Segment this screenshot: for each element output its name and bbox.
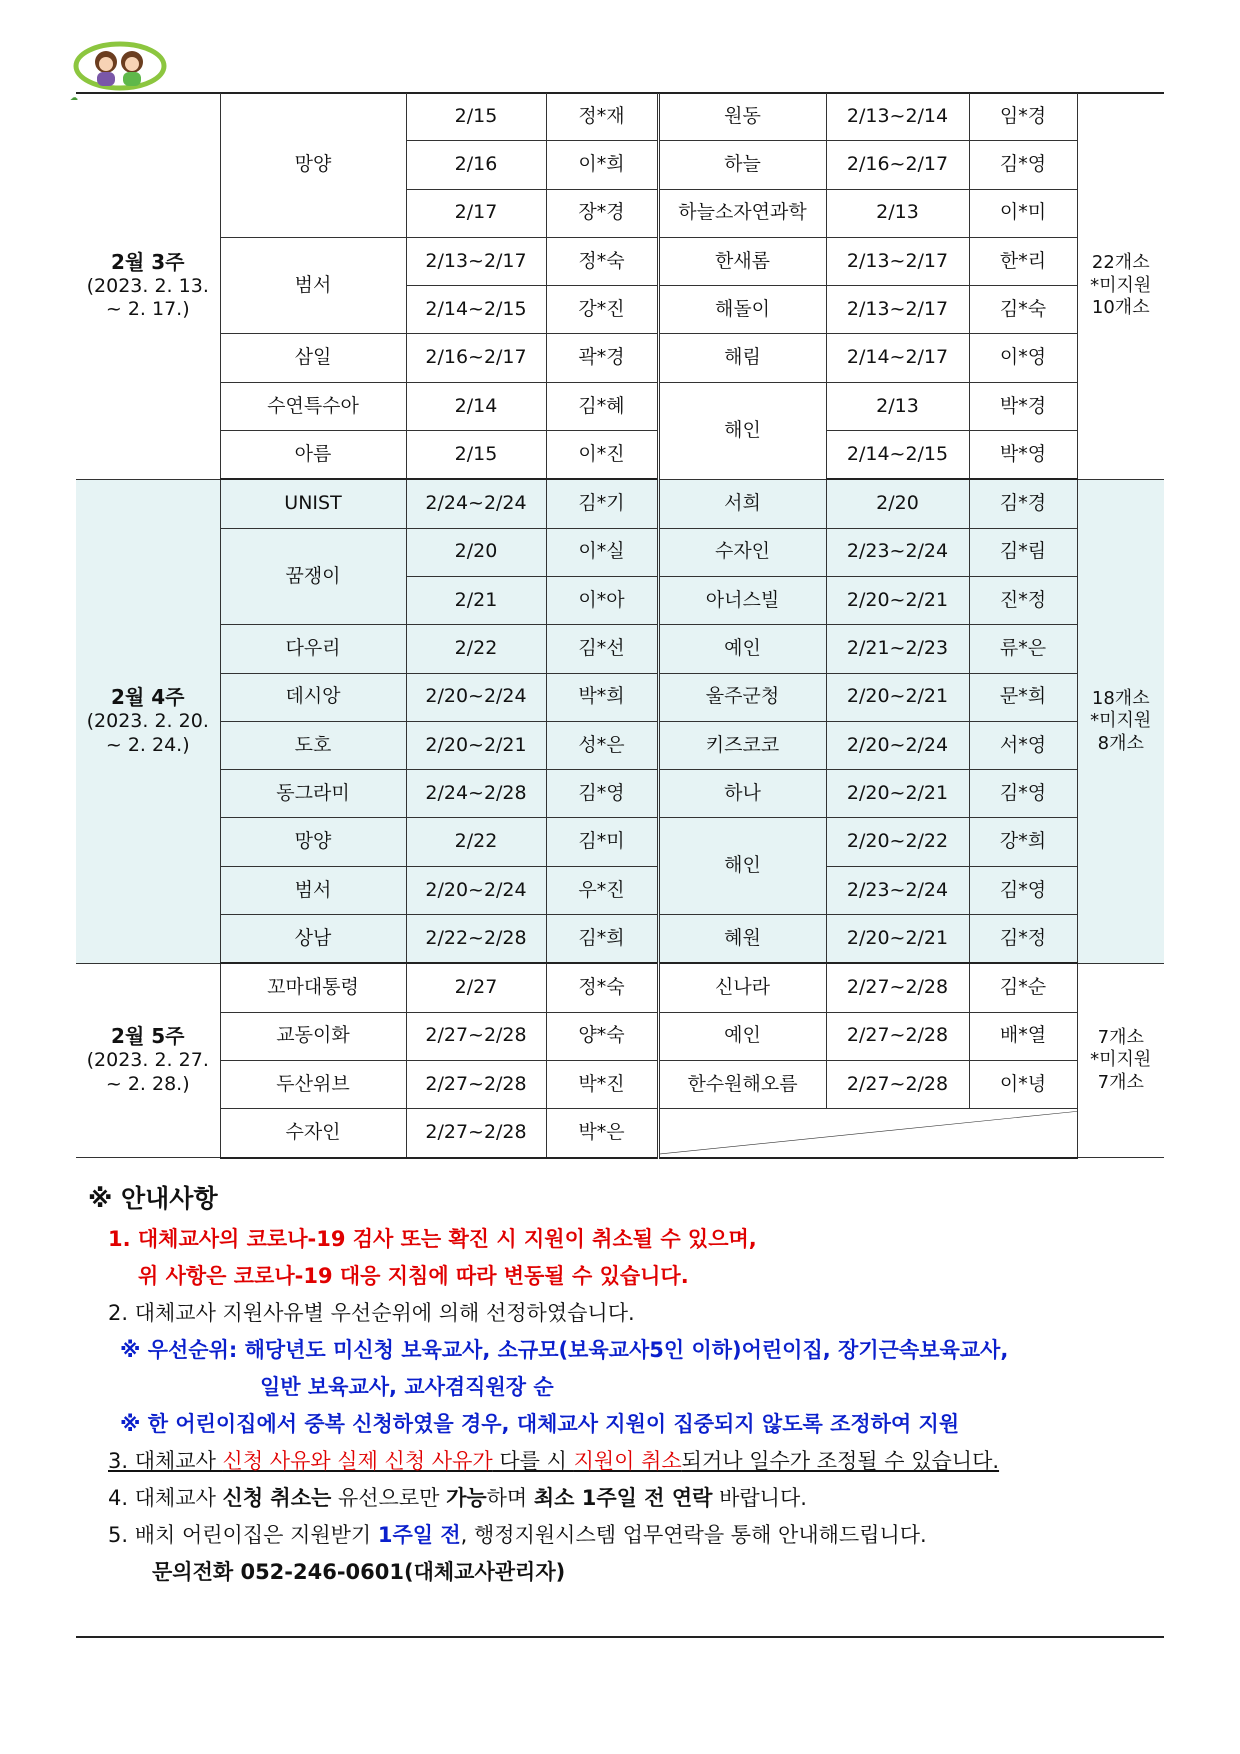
center-name: 범서 bbox=[220, 237, 406, 334]
teacher-name: 장*경 bbox=[546, 189, 658, 237]
support-date: 2/16~2/17 bbox=[406, 334, 546, 382]
bottom-rule bbox=[76, 1636, 1164, 1638]
teacher-name: 김*선 bbox=[546, 625, 658, 673]
teacher-name: 박*희 bbox=[546, 673, 658, 721]
center-name: 동그라미 bbox=[220, 770, 406, 818]
support-date: 2/20~2/24 bbox=[826, 721, 969, 769]
support-date: 2/27~2/28 bbox=[406, 1012, 546, 1060]
teacher-name: 강*희 bbox=[969, 818, 1077, 866]
teacher-name: 김*혜 bbox=[546, 382, 658, 430]
teacher-name: 김*림 bbox=[969, 528, 1077, 576]
teacher-name: 박*진 bbox=[546, 1060, 658, 1108]
teacher-name: 김*희 bbox=[546, 915, 658, 964]
week-label: 2월 5주 (2023. 2. 27. ~ 2. 28.) bbox=[76, 963, 220, 1157]
notice-item-1a: 1. 대체교사의 코로나-19 검사 또는 확진 시 지원이 취소될 수 있으며, bbox=[108, 1227, 757, 1251]
center-name: 수자인 bbox=[658, 528, 826, 576]
support-date: 2/13~2/17 bbox=[826, 237, 969, 285]
support-date: 2/16~2/17 bbox=[826, 141, 969, 189]
support-date: 2/16 bbox=[406, 141, 546, 189]
teacher-name: 김*정 bbox=[969, 915, 1077, 964]
support-date: 2/20 bbox=[406, 528, 546, 576]
notice-section bbox=[88, 1180, 1168, 1591]
week-label: 2월 3주 (2023. 2. 13. ~ 2. 17.) bbox=[76, 93, 220, 479]
support-date: 2/21~2/23 bbox=[826, 625, 969, 673]
center-name: 망양 bbox=[220, 93, 406, 237]
teacher-name: 김*미 bbox=[546, 818, 658, 866]
teacher-name: 한*리 bbox=[969, 237, 1077, 285]
notice-item-1b: 위 사항은 코로나-19 대응 지침에 따라 변동될 수 있습니다. bbox=[138, 1264, 689, 1288]
week-3-block bbox=[76, 93, 1164, 479]
teacher-name: 정*숙 bbox=[546, 963, 658, 1012]
center-name: 해인 bbox=[658, 382, 826, 479]
center-name: 꼬마대통령 bbox=[220, 963, 406, 1012]
teacher-name: 우*진 bbox=[546, 866, 658, 914]
notice-item-2: 2. 대체교사 지원사유별 우선순위에 의해 선정하였습니다. bbox=[108, 1301, 635, 1325]
week-4-block bbox=[76, 479, 1164, 963]
support-date: 2/27~2/28 bbox=[406, 1060, 546, 1108]
support-date: 2/20~2/21 bbox=[826, 576, 969, 624]
teacher-name: 박*영 bbox=[969, 431, 1077, 480]
teacher-name: 이*영 bbox=[969, 334, 1077, 382]
support-date: 2/20~2/24 bbox=[406, 673, 546, 721]
contact-phone: 문의전화 052-246-0601(대체교사관리자) bbox=[152, 1560, 566, 1584]
priority-item-1a: ※ 우선순위: 해당년도 미신청 보육교사, 소규모(보육교사5인 이하)어린이집, 장기근속보육교사, bbox=[120, 1338, 1009, 1362]
center-name: 교동이화 bbox=[220, 1012, 406, 1060]
center-name: 아름 bbox=[220, 431, 406, 480]
support-date: 2/23~2/24 bbox=[826, 528, 969, 576]
support-date: 2/20~2/21 bbox=[826, 770, 969, 818]
center-name: 원동 bbox=[658, 93, 826, 141]
support-date: 2/23~2/24 bbox=[826, 866, 969, 914]
support-date: 2/13~2/14 bbox=[826, 93, 969, 141]
svg-text:☁: ☁ bbox=[70, 93, 78, 100]
center-name: 수연특수아 bbox=[220, 382, 406, 430]
teacher-name: 임*경 bbox=[969, 93, 1077, 141]
center-name: 하늘 bbox=[658, 141, 826, 189]
substitute-teacher-schedule-table bbox=[76, 93, 1164, 1159]
empty-diagonal-cell bbox=[658, 1109, 1077, 1158]
center-name: 키즈코코 bbox=[658, 721, 826, 769]
teacher-name: 김*영 bbox=[969, 141, 1077, 189]
notice-header: ※ 안내사항 bbox=[88, 1184, 218, 1213]
support-date: 2/20~2/21 bbox=[826, 673, 969, 721]
support-date: 2/20 bbox=[826, 479, 969, 528]
center-name: 예인 bbox=[658, 1012, 826, 1060]
center-name: 수자인 bbox=[220, 1109, 406, 1158]
support-date: 2/21 bbox=[406, 576, 546, 624]
center-name: 한새롬 bbox=[658, 237, 826, 285]
support-date: 2/22~2/28 bbox=[406, 915, 546, 964]
center-name: 한수원해오름 bbox=[658, 1060, 826, 1108]
support-date: 2/20~2/22 bbox=[826, 818, 969, 866]
support-date: 2/27~2/28 bbox=[406, 1109, 546, 1158]
teacher-name: 정*숙 bbox=[546, 237, 658, 285]
teacher-name: 이*녕 bbox=[969, 1060, 1077, 1108]
center-name: 도호 bbox=[220, 721, 406, 769]
support-date: 2/27~2/28 bbox=[826, 1012, 969, 1060]
teacher-name: 박*경 bbox=[969, 382, 1077, 430]
support-date: 2/20~2/21 bbox=[406, 721, 546, 769]
priority-item-1b: 일반 보육교사, 교사겸직원장 순 bbox=[260, 1375, 554, 1399]
support-date: 2/27~2/28 bbox=[826, 963, 969, 1012]
diagonal-line bbox=[660, 1109, 1077, 1156]
center-name: 혜원 bbox=[658, 915, 826, 964]
teacher-name: 이*진 bbox=[546, 431, 658, 480]
support-date: 2/14~2/15 bbox=[826, 431, 969, 480]
center-name: 범서 bbox=[220, 866, 406, 914]
center-name: 울주군청 bbox=[658, 673, 826, 721]
support-date: 2/13 bbox=[826, 189, 969, 237]
support-date: 2/13~2/17 bbox=[406, 237, 546, 285]
teacher-name: 곽*경 bbox=[546, 334, 658, 382]
teacher-name: 김*영 bbox=[969, 866, 1077, 914]
center-name: 망양 bbox=[220, 818, 406, 866]
support-date: 2/27~2/28 bbox=[826, 1060, 969, 1108]
week-summary: 22개소 *미지원 10개소 bbox=[1077, 93, 1164, 479]
week-summary: 18개소 *미지원 8개소 bbox=[1077, 479, 1164, 963]
teacher-name: 정*재 bbox=[546, 93, 658, 141]
teacher-name: 진*정 bbox=[969, 576, 1077, 624]
teacher-name: 문*희 bbox=[969, 673, 1077, 721]
support-date: 2/13 bbox=[826, 382, 969, 430]
center-name: 예인 bbox=[658, 625, 826, 673]
center-name: 삼일 bbox=[220, 334, 406, 382]
teacher-name: 김*영 bbox=[969, 770, 1077, 818]
teacher-name: 류*은 bbox=[969, 625, 1077, 673]
support-date: 2/22 bbox=[406, 625, 546, 673]
support-date: 2/14~2/15 bbox=[406, 286, 546, 334]
support-date: 2/14~2/17 bbox=[826, 334, 969, 382]
teacher-name: 이*실 bbox=[546, 528, 658, 576]
teacher-name: 강*진 bbox=[546, 286, 658, 334]
week-5-block bbox=[76, 963, 1164, 1157]
support-date: 2/15 bbox=[406, 93, 546, 141]
support-date: 2/22 bbox=[406, 818, 546, 866]
center-name: 서희 bbox=[658, 479, 826, 528]
teacher-name: 이*희 bbox=[546, 141, 658, 189]
center-name: 하나 bbox=[658, 770, 826, 818]
teacher-name: 김*기 bbox=[546, 479, 658, 528]
teacher-name: 박*은 bbox=[546, 1109, 658, 1158]
support-date: 2/13~2/17 bbox=[826, 286, 969, 334]
center-name: 데시앙 bbox=[220, 673, 406, 721]
teacher-name: 김*순 bbox=[969, 963, 1077, 1012]
center-name: 하늘소자연과학 bbox=[658, 189, 826, 237]
support-date: 2/14 bbox=[406, 382, 546, 430]
notice-item-3: 3. 대체교사 신청 사유와 실제 신청 사유가 다를 시 지원이 취소되거나 일수가 조정될 수 있습니다. bbox=[108, 1449, 1000, 1473]
week-label: 2월 4주 (2023. 2. 20. ~ 2. 24.) bbox=[76, 479, 220, 963]
support-date: 2/20~2/24 bbox=[406, 866, 546, 914]
teacher-name: 서*영 bbox=[969, 721, 1077, 769]
support-date: 2/20~2/21 bbox=[826, 915, 969, 964]
support-date: 2/17 bbox=[406, 189, 546, 237]
teacher-name: 김*영 bbox=[546, 770, 658, 818]
center-name: 해돌이 bbox=[658, 286, 826, 334]
teacher-name: 성*은 bbox=[546, 721, 658, 769]
daycare-logo-icon bbox=[70, 38, 170, 100]
center-name: 아너스빌 bbox=[658, 576, 826, 624]
support-date: 2/15 bbox=[406, 431, 546, 480]
notice-item-4: 4. 대체교사 신청 취소는 유선으로만 가능하며 최소 1주일 전 연락 바랍니다. bbox=[108, 1486, 807, 1510]
teacher-name: 이*아 bbox=[546, 576, 658, 624]
teacher-name: 이*미 bbox=[969, 189, 1077, 237]
center-name: 두산위브 bbox=[220, 1060, 406, 1108]
notice-item-5: 5. 배치 어린이집은 지원받기 1주일 전, 행정지원시스템 업무연락을 통해 안내해드립니다. bbox=[108, 1523, 927, 1547]
center-name: 해인 bbox=[658, 818, 826, 915]
teacher-name: 배*열 bbox=[969, 1012, 1077, 1060]
center-name: 상남 bbox=[220, 915, 406, 964]
support-date: 2/24~2/28 bbox=[406, 770, 546, 818]
center-name: 해림 bbox=[658, 334, 826, 382]
teacher-name: 김*경 bbox=[969, 479, 1077, 528]
week-summary: 7개소 *미지원 7개소 bbox=[1077, 963, 1164, 1157]
priority-item-2: ※ 한 어린이집에서 중복 신청하였을 경우, 대체교사 지원이 집중되지 않도록 조정하여 지원 bbox=[120, 1412, 960, 1436]
center-name: 꿈쟁이 bbox=[220, 528, 406, 625]
support-date: 2/24~2/24 bbox=[406, 479, 546, 528]
center-name: 신나라 bbox=[658, 963, 826, 1012]
teacher-name: 김*숙 bbox=[969, 286, 1077, 334]
center-name: UNIST bbox=[220, 479, 406, 528]
support-date: 2/27 bbox=[406, 963, 546, 1012]
center-name: 다우리 bbox=[220, 625, 406, 673]
teacher-name: 양*숙 bbox=[546, 1012, 658, 1060]
